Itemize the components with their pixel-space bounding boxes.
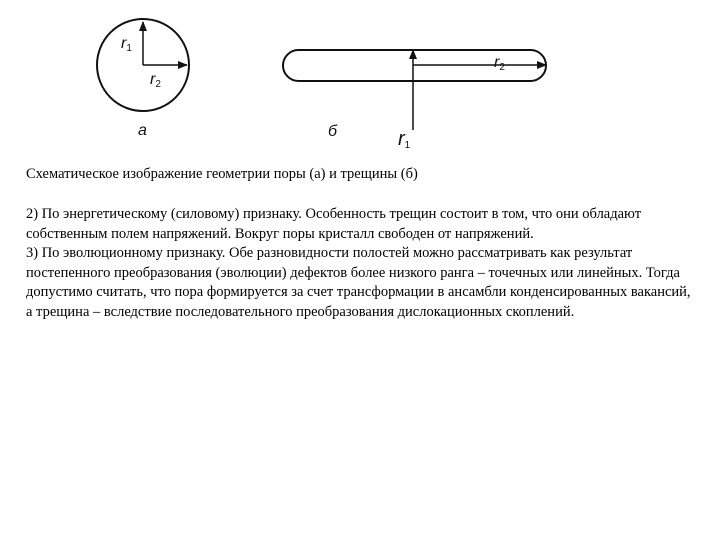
figure-drawing	[0, 0, 720, 160]
paragraph-evolution: 3) По эволюционному признаку. Обе разновидности полостей можно рассматривать как результат постепенного преобразования (эволюции) дефектов более низкого ранга – точечных или линейных. Тогда допустимо считать, что пора формируется за счет трансформации в ансамбли конденсированных вакансий, а трещина – вследствие последовательного преобразования дислокационных скоплений.	[26, 245, 691, 320]
paragraph-energy: 2) По энергетическому (силовому) признаку. Особенность трещин состоит в том, что они обладают собственным полем напряжений. Вокруг поры кристалл свободен от напряжений.	[26, 206, 642, 242]
crack-r1-label: $r_1$	[398, 128, 411, 151]
figure-caption: Схематическое изображение геометрии поры (а) и трещины (б)	[26, 166, 418, 182]
crack-r2-label: $r_2$	[494, 54, 505, 73]
pore-panel-label: а	[138, 122, 147, 139]
body-text	[26, 205, 696, 323]
pore-r2-label: $r_2$	[150, 71, 161, 90]
pore-r1-label: $r_1$	[121, 35, 132, 54]
pore-crack-figure	[0, 0, 720, 160]
crack-panel-label: б	[328, 123, 337, 140]
